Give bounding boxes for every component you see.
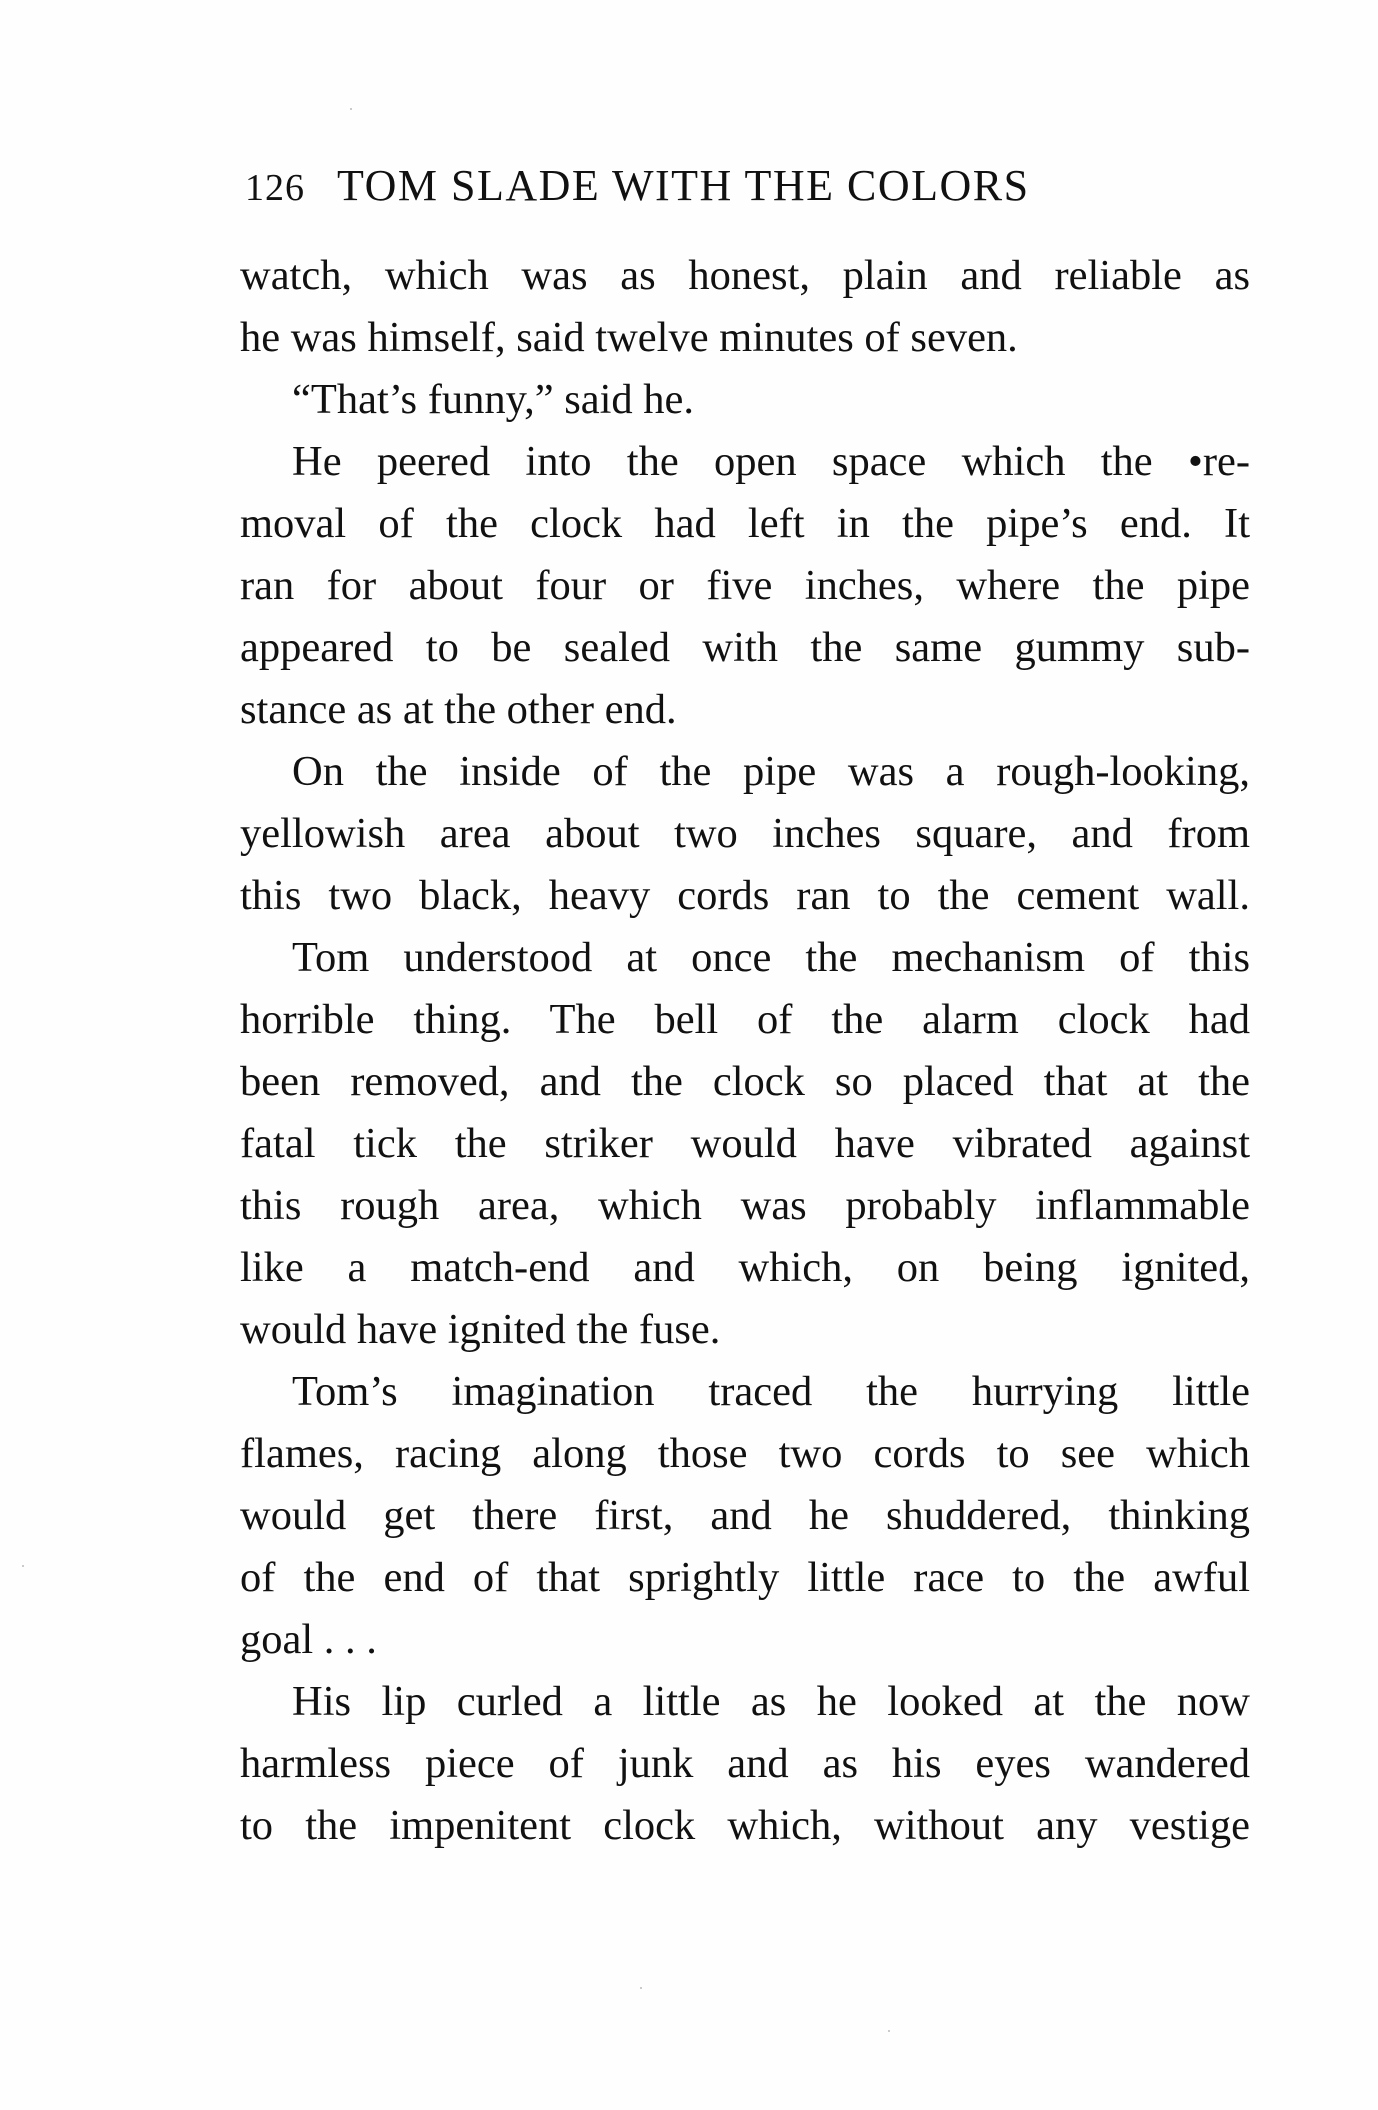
running-title: TOM SLADE WITH THE COLORS — [337, 161, 1030, 210]
body-text — [240, 245, 1250, 1857]
text-line: of the end of that sprightly little race to the awful — [240, 1554, 1250, 1601]
page-number: 126 — [245, 167, 305, 209]
text-line: Tom understood at once the mechanism of this — [292, 934, 1250, 981]
paper-speck — [22, 1565, 24, 1567]
text-line: “That’s funny,” said he. — [292, 376, 695, 423]
text-line: horrible thing. The bell of the alarm clock had — [240, 996, 1250, 1043]
text-line: been removed, and the clock so placed that at the — [240, 1058, 1250, 1105]
text-line: harmless piece of junk and as his eyes wandered — [240, 1740, 1250, 1787]
text-line: fatal tick the striker would have vibrated against — [240, 1120, 1250, 1167]
paper-speck — [640, 1987, 642, 1989]
text-line: Tom’s imagination traced the hurrying little — [292, 1368, 1250, 1415]
text-line: appeared to be sealed with the same gummy sub- — [240, 624, 1250, 671]
text-line: He peered into the open space which the •re- — [292, 438, 1250, 485]
text-line: His lip curled a little as he looked at the now — [292, 1678, 1250, 1725]
text-line: watch, which was as honest, plain and reliable as — [240, 252, 1250, 299]
text-line: yellowish area about two inches square, and from — [240, 810, 1250, 857]
text-line: would have ignited the fuse. — [240, 1306, 721, 1353]
paper-speck — [888, 2030, 890, 2032]
paper-speck — [350, 108, 352, 110]
text-line: goal . . . — [240, 1616, 377, 1663]
text-line: would get there first, and he shuddered, thinking — [240, 1492, 1250, 1539]
text-line: On the inside of the pipe was a rough-looking, — [292, 748, 1250, 795]
text-line: ran for about four or five inches, where the pipe — [240, 562, 1250, 609]
text-line: he was himself, said twelve minutes of seven. — [240, 314, 1018, 361]
page-header — [245, 160, 1195, 220]
text-line: stance as at the other end. — [240, 686, 677, 733]
text-line: like a match-end and which, on being ignited, — [240, 1244, 1250, 1291]
text-line: flames, racing along those two cords to see which — [240, 1430, 1250, 1477]
text-line: this rough area, which was probably inflammable — [240, 1182, 1250, 1229]
text-line: moval of the clock had left in the pipe’s end. It — [240, 500, 1250, 547]
text-line: this two black, heavy cords ran to the cement wall. — [240, 872, 1250, 919]
text-line: to the impenitent clock which, without any vestige — [240, 1802, 1250, 1849]
